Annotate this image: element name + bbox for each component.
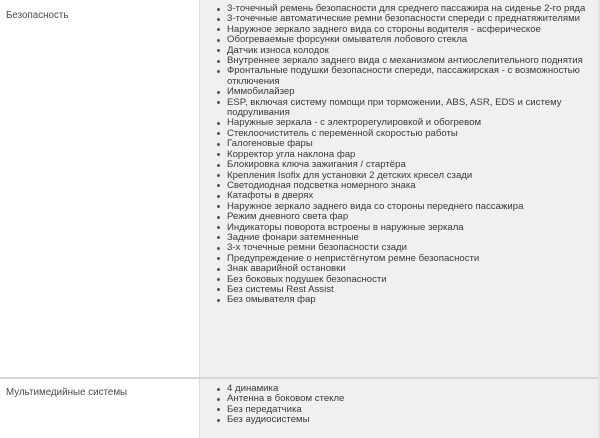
feature-list-item: Антенна в боковом стекле	[200, 394, 594, 404]
feature-list-item: Знак аварийной остановки	[200, 264, 594, 274]
multimedia-feature-list	[200, 384, 594, 426]
feature-list-item: Без системы Rest Assist	[200, 285, 594, 295]
feature-list-item: Индикаторы поворота встроены в наружные зеркала	[200, 223, 594, 233]
feature-list-item: 3-х точечные ремни безопасности сзади	[200, 243, 594, 253]
spec-row-multimedia	[0, 379, 600, 438]
feature-list-item: Галогеновые фары	[200, 139, 594, 149]
feature-list-item: 3-точечные автоматические ремни безопасности спереди с преднатяжителями	[200, 14, 594, 24]
spec-values-multimedia	[199, 379, 600, 438]
feature-list-item: Задние фонари затемненные	[200, 233, 594, 243]
feature-list-item: 4 динамика	[200, 384, 594, 394]
feature-list-item: Катафоты в дверях	[200, 191, 594, 201]
feature-list-item: Обогреваемые форсунки омывателя лобового стекла	[200, 35, 594, 45]
feature-list-item: Внутреннее зеркало заднего вида с механизмом антиослепительного поднятия	[200, 56, 594, 66]
feature-list-item: Иммобилайзер	[200, 87, 594, 97]
feature-list-item: Светодиодная подсветка номерного знака	[200, 181, 594, 191]
feature-list-item: Блокировка ключа зажигания / стартёра	[200, 160, 594, 170]
spec-label-safety: Безопасность	[0, 0, 199, 377]
feature-list-item: Без аудиосистемы	[200, 415, 594, 425]
feature-list-item: Крепления Isofix для установки 2 детских кресел сзади	[200, 171, 594, 181]
feature-list-item: Режим дневного света фар	[200, 212, 594, 222]
feature-list-item: Наружные зеркала - с электрорегулировкой и обогревом	[200, 118, 594, 128]
spec-label-multimedia: Мультимедийные системы	[0, 379, 199, 438]
feature-list-item: Датчик износа колодок	[200, 46, 594, 56]
feature-list-item: Наружное зеркало заднего вида со стороны водителя - асферическое	[200, 25, 594, 35]
feature-list-item: Корректор угла наклона фар	[200, 150, 594, 160]
spec-values-safety	[199, 0, 600, 377]
feature-list-item: Фронтальные подушки безопасности спереди, пассажирская - с возможностью отключения	[200, 66, 594, 87]
feature-list-item: Предупреждение о непристёгнутом ремне безопасности	[200, 254, 594, 264]
safety-feature-list	[200, 4, 594, 306]
feature-list-item: Без омывателя фар	[200, 295, 594, 305]
feature-list-item: ESP, включая систему помощи при торможении, ABS, ASR, EDS и систему подруливания	[200, 98, 594, 119]
feature-list-item: Без боковых подушек безопасности	[200, 275, 594, 285]
feature-list-item: Наружное зеркало заднего вида со стороны переднего пассажира	[200, 202, 594, 212]
feature-list-item: Стеклоочиститель с переменной скоростью работы	[200, 129, 594, 139]
feature-list-item: 3-точечный ремень безопасности для среднего пассажира на сиденье 2-го ряда	[200, 4, 594, 14]
feature-list-item: Без передатчика	[200, 405, 594, 415]
